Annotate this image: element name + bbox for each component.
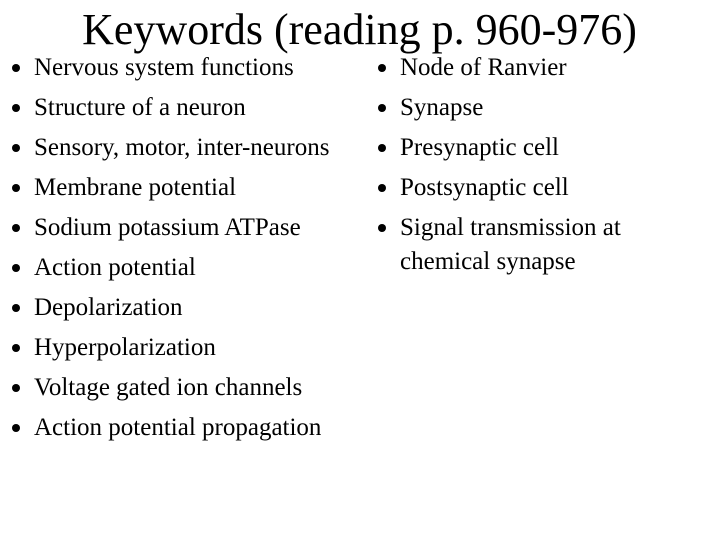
bullet-icon (378, 144, 386, 152)
list-item (12, 411, 362, 445)
list-item-text: Postsynaptic cell (400, 174, 569, 201)
left-keyword-list (12, 51, 362, 451)
list-item (378, 91, 698, 125)
right-keyword-list (378, 51, 698, 285)
list-item-text: Action potential (34, 254, 196, 281)
list-item-text: Sodium potassium ATPase (34, 214, 301, 241)
list-item-text: Nervous system functions (34, 54, 294, 81)
bullet-icon (378, 64, 386, 72)
bullet-icon (12, 344, 20, 352)
bullet-icon (378, 184, 386, 192)
bullet-icon (12, 264, 20, 272)
list-item (12, 331, 362, 365)
list-item (378, 51, 698, 85)
list-item (12, 371, 362, 405)
list-item (12, 131, 362, 165)
list-item (12, 91, 362, 125)
list-item-text: Depolarization (34, 294, 183, 321)
bullet-icon (12, 104, 20, 112)
bullet-icon (12, 384, 20, 392)
list-item (12, 51, 362, 85)
list-item-text: Action potential propagation (34, 414, 322, 441)
list-item-text: Presynaptic cell (400, 134, 559, 161)
bullet-icon (378, 224, 386, 232)
list-item-text: Node of Ranvier (400, 54, 567, 81)
list-item-text: Voltage gated ion channels (34, 374, 303, 401)
slide-title: Keywords (reading p. 960-976) (82, 5, 637, 54)
bullet-icon (378, 104, 386, 112)
list-item-text: Hyperpolarization (34, 334, 216, 361)
bullet-icon (12, 424, 20, 432)
list-item-text: Structure of a neuron (34, 94, 246, 121)
bullet-icon (12, 304, 20, 312)
bullet-icon (12, 64, 20, 72)
bullet-icon (12, 184, 20, 192)
list-item-text: Sensory, motor, inter-neurons (34, 134, 330, 161)
list-item (378, 131, 698, 165)
list-item (12, 291, 362, 325)
list-item (12, 211, 362, 245)
list-item (378, 171, 698, 205)
list-item-text: Signal transmission at chemical synapse (400, 214, 621, 275)
list-item (12, 251, 362, 285)
bullet-icon (12, 224, 20, 232)
list-item-text: Synapse (400, 94, 484, 121)
bullet-icon (12, 144, 20, 152)
list-item-text: Membrane potential (34, 174, 237, 201)
list-item (378, 211, 698, 278)
list-item (12, 171, 362, 205)
